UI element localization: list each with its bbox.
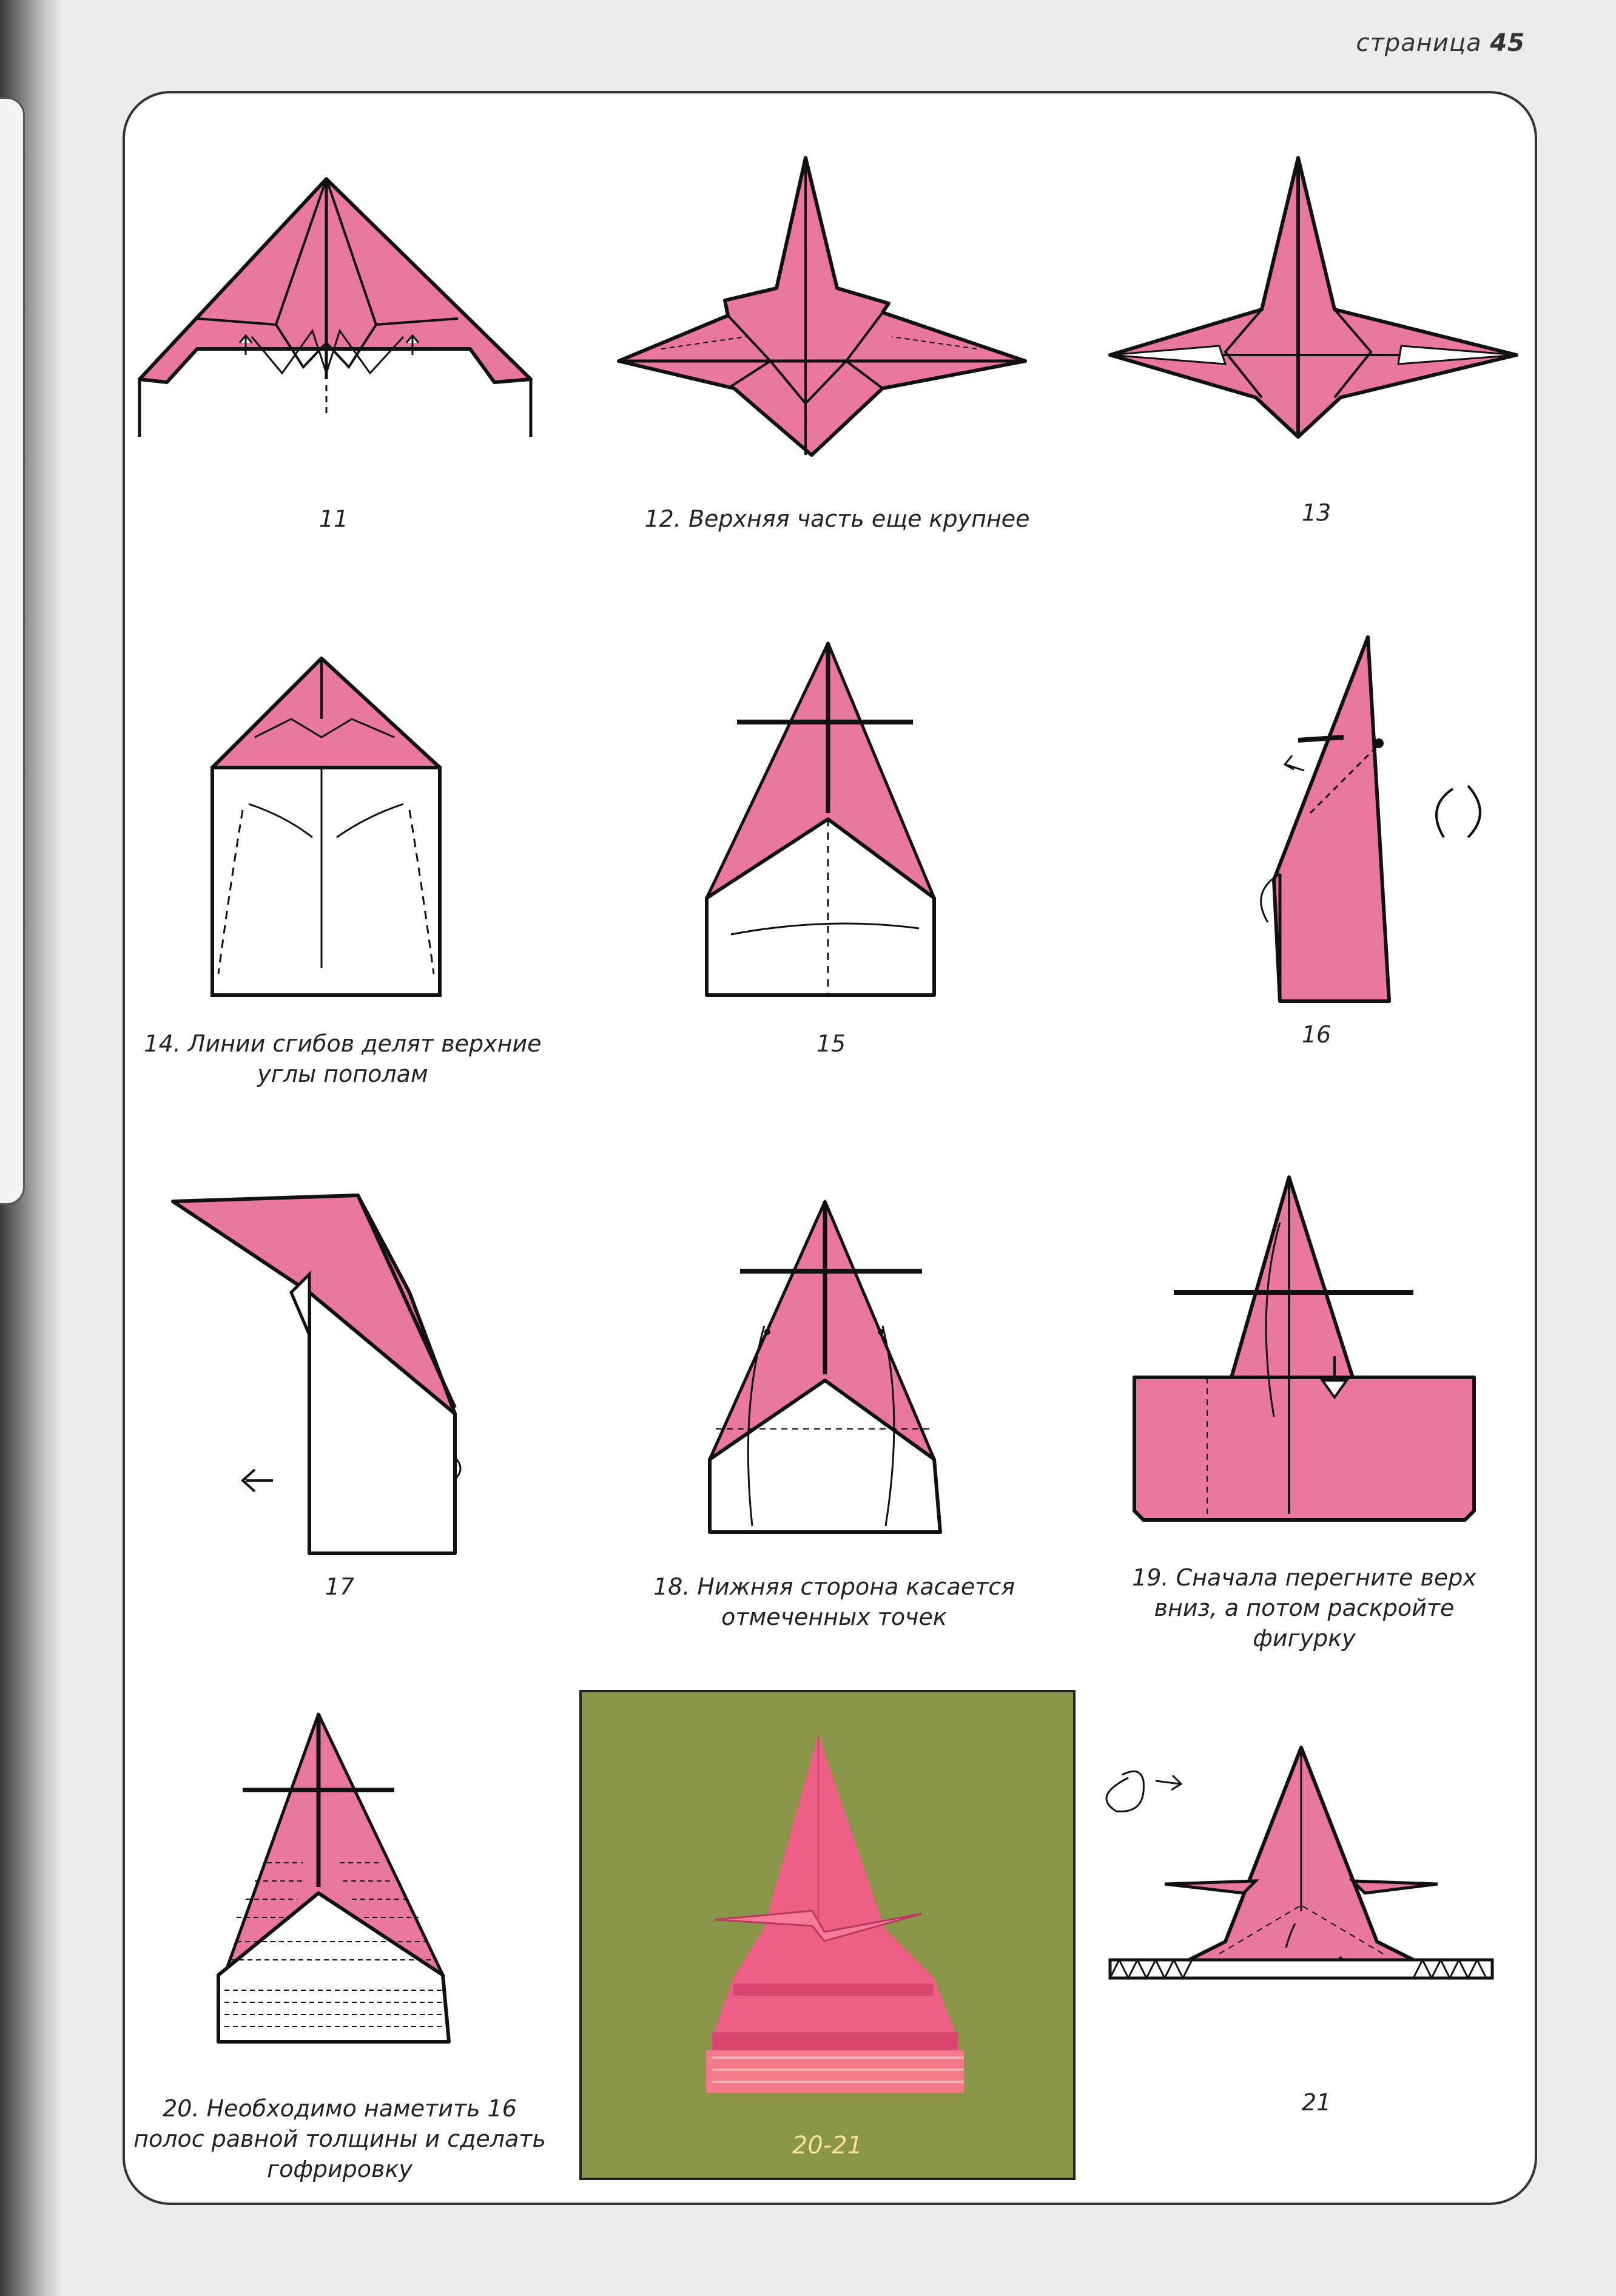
caption-step-12: 12. Верхняя часть еще крупнее: [644, 505, 1030, 532]
page-label: страница: [1356, 29, 1482, 57]
step-11-drawing: [130, 173, 543, 440]
previous-page-edge: [0, 97, 25, 1205]
diagram-step-12: [613, 155, 1037, 464]
diagram-step-14: [206, 652, 461, 1004]
caption-step-21: 21: [1301, 2089, 1332, 2116]
caption-step-20: 20. Необходимо наметить 16 полос равной толщины и сделать гофрировку: [133, 2095, 546, 2183]
step-20-drawing: [212, 1711, 467, 2051]
photo-label: 20-21: [792, 2132, 863, 2159]
caption-step-18: 18. Нижняя сторона касается отмеченных точек: [653, 1573, 1015, 1630]
diagram-step-17: [164, 1189, 503, 1559]
caption-step-15: 15: [816, 1030, 846, 1057]
diagram-step-11: [130, 173, 543, 440]
step-14-drawing: [206, 652, 461, 1004]
photo-origami-image: [582, 1692, 1073, 2178]
caption-step-19: 19. Сначала перегните верх вниз, а потом раскройте фигурку: [1132, 1564, 1476, 1652]
step-18-drawing: [704, 1198, 958, 1538]
step-15-drawing: [695, 637, 949, 1001]
step-13-drawing: [1098, 155, 1523, 446]
page-number: [1356, 29, 1525, 57]
diagram-step-15: [695, 637, 949, 1001]
diagram-step-19: [1128, 1174, 1480, 1526]
diagram-step-20: [212, 1711, 467, 2051]
step-21-drawing: [1092, 1741, 1517, 2045]
step-12-drawing: [613, 155, 1037, 464]
step-19-drawing: [1128, 1174, 1480, 1526]
caption-step-16: 16: [1301, 1021, 1332, 1048]
step-17-drawing: [164, 1189, 503, 1559]
page-number-value: 45: [1490, 29, 1525, 57]
diagram-step-16: [1237, 631, 1492, 1007]
diagram-step-21: [1092, 1741, 1517, 2045]
photo-result-20-21: [579, 1690, 1076, 2180]
caption-step-17: 17: [325, 1573, 355, 1600]
caption-step-13: 13: [1301, 499, 1332, 526]
step-16-drawing: [1237, 631, 1492, 1007]
caption-step-14: 14. Линии сгибов делят верхние углы пополам: [144, 1030, 542, 1087]
diagram-step-13: [1098, 155, 1523, 446]
caption-step-11: 11: [318, 505, 349, 532]
diagram-step-18: [704, 1198, 958, 1538]
